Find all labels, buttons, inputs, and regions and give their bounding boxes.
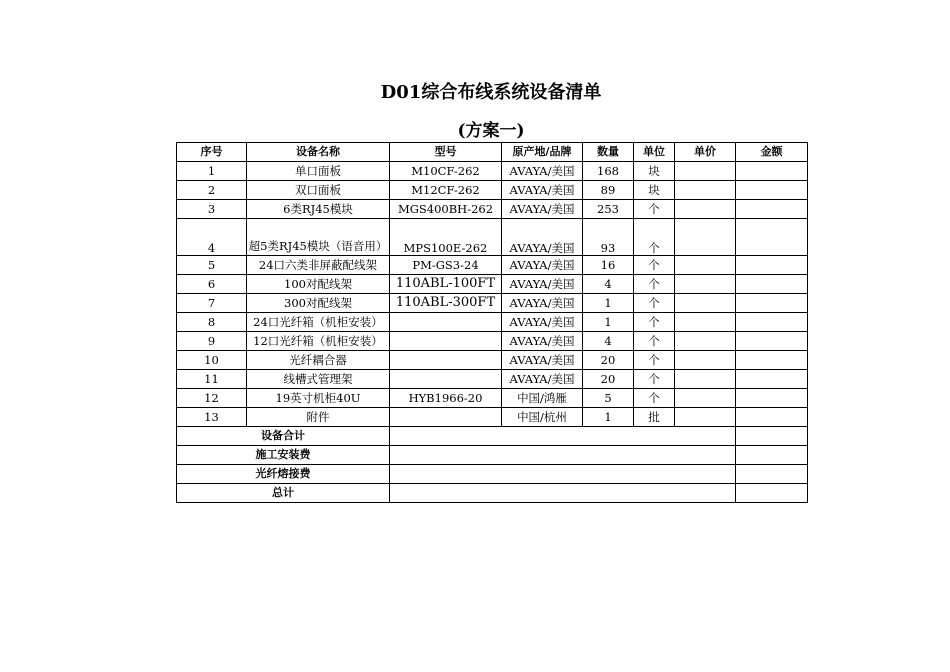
cell-origin: AVAYA/美国: [502, 162, 583, 181]
cell-seq: 9: [177, 332, 247, 351]
cell-name: 超5类RJ45模块（语音用）: [247, 219, 390, 256]
cell-price: [675, 313, 736, 332]
summary-row-grand-total: [177, 484, 808, 503]
cell-unit: 个: [634, 313, 675, 332]
table-row: [177, 256, 808, 275]
cell-seq: 8: [177, 313, 247, 332]
table-row: [177, 275, 808, 294]
cell-model: MGS400BH-262: [390, 200, 502, 219]
table-row: [177, 351, 808, 370]
cell-price: [675, 294, 736, 313]
cell-unit: 个: [634, 389, 675, 408]
equipment-table: [176, 142, 808, 503]
cell-name: 24口光纤箱（机柜安装）: [247, 313, 390, 332]
summary-amount: [736, 446, 808, 465]
summary-label: 设备合计: [177, 427, 390, 446]
summary-blank: [390, 446, 736, 465]
cell-amount: [736, 370, 808, 389]
cell-model: HYB1966-20: [390, 389, 502, 408]
cell-amount: [736, 389, 808, 408]
cell-origin: AVAYA/美国: [502, 313, 583, 332]
header-origin: 原产地/品牌: [502, 143, 583, 162]
cell-model: [390, 313, 502, 332]
cell-model: [390, 370, 502, 389]
table-row: [177, 332, 808, 351]
cell-name: 24口六类非屏蔽配线架: [247, 256, 390, 275]
cell-amount: [736, 256, 808, 275]
cell-qty: 1: [583, 294, 634, 313]
cell-amount: [736, 332, 808, 351]
cell-seq: 13: [177, 408, 247, 427]
cell-amount: [736, 275, 808, 294]
cell-price: [675, 275, 736, 294]
cell-seq: 5: [177, 256, 247, 275]
cell-origin: AVAYA/美国: [502, 351, 583, 370]
cell-price: [675, 389, 736, 408]
cell-amount: [736, 313, 808, 332]
header-name: 设备名称: [247, 143, 390, 162]
cell-qty: 20: [583, 351, 634, 370]
cell-unit: 个: [634, 370, 675, 389]
table-row: [177, 389, 808, 408]
summary-label: 总计: [177, 484, 390, 503]
cell-price: [675, 256, 736, 275]
cell-seq: 1: [177, 162, 247, 181]
cell-qty: 1: [583, 408, 634, 427]
cell-model: [390, 351, 502, 370]
table-row: [177, 294, 808, 313]
cell-origin: AVAYA/美国: [502, 294, 583, 313]
cell-name: 6类RJ45模块: [247, 200, 390, 219]
cell-amount: [736, 294, 808, 313]
cell-seq: 6: [177, 275, 247, 294]
cell-price: [675, 162, 736, 181]
cell-seq: 2: [177, 181, 247, 200]
summary-amount: [736, 465, 808, 484]
cell-unit: 块: [634, 162, 675, 181]
cell-model: M10CF-262: [390, 162, 502, 181]
table-row: [177, 370, 808, 389]
cell-origin: AVAYA/美国: [502, 181, 583, 200]
summary-amount: [736, 427, 808, 446]
cell-name: 100对配线架: [247, 275, 390, 294]
cell-price: [675, 332, 736, 351]
cell-name: 双口面板: [247, 181, 390, 200]
cell-origin: AVAYA/美国: [502, 332, 583, 351]
cell-unit: 块: [634, 181, 675, 200]
cell-model: MPS100E-262: [390, 219, 502, 256]
table-header-row: [177, 143, 808, 162]
cell-name: 19英寸机柜40U: [247, 389, 390, 408]
summary-row-installation: [177, 446, 808, 465]
cell-qty: 89: [583, 181, 634, 200]
summary-row-fiber-splicing: [177, 465, 808, 484]
cell-name: 12口光纤箱（机柜安装）: [247, 332, 390, 351]
cell-unit: 个: [634, 275, 675, 294]
cell-seq: 12: [177, 389, 247, 408]
header-qty: 数量: [583, 143, 634, 162]
document-title: D01综合布线系统设备清单: [380, 82, 602, 103]
cell-unit: 个: [634, 351, 675, 370]
cell-qty: 20: [583, 370, 634, 389]
cell-unit: 批: [634, 408, 675, 427]
table-row: [177, 219, 808, 256]
cell-model: PM-GS3-24: [390, 256, 502, 275]
summary-label: 施工安装费: [177, 446, 390, 465]
cell-qty: 5: [583, 389, 634, 408]
document-subtitle: (方案一): [457, 121, 525, 141]
header-seq: 序号: [177, 143, 247, 162]
cell-seq: 3: [177, 200, 247, 219]
cell-model: [390, 408, 502, 427]
cell-qty: 93: [583, 219, 634, 256]
cell-seq: 10: [177, 351, 247, 370]
cell-origin: AVAYA/美国: [502, 219, 583, 256]
cell-amount: [736, 162, 808, 181]
cell-seq: 7: [177, 294, 247, 313]
cell-price: [675, 181, 736, 200]
table-row: [177, 313, 808, 332]
cell-price: [675, 351, 736, 370]
cell-unit: 个: [634, 219, 675, 256]
header-unit: 单位: [634, 143, 675, 162]
cell-model: 110ABL-100FT: [390, 275, 502, 294]
cell-name: 单口面板: [247, 162, 390, 181]
summary-blank: [390, 427, 736, 446]
cell-price: [675, 219, 736, 256]
cell-name: 线槽式管理架: [247, 370, 390, 389]
cell-qty: 168: [583, 162, 634, 181]
cell-qty: 253: [583, 200, 634, 219]
cell-price: [675, 200, 736, 219]
table-row: [177, 408, 808, 427]
cell-model: M12CF-262: [390, 181, 502, 200]
cell-price: [675, 370, 736, 389]
cell-seq: 11: [177, 370, 247, 389]
cell-model: [390, 332, 502, 351]
cell-qty: 16: [583, 256, 634, 275]
cell-unit: 个: [634, 256, 675, 275]
cell-price: [675, 408, 736, 427]
cell-amount: [736, 351, 808, 370]
header-price: 单价: [675, 143, 736, 162]
cell-model: 110ABL-300FT: [390, 294, 502, 313]
cell-amount: [736, 408, 808, 427]
cell-origin: AVAYA/美国: [502, 275, 583, 294]
cell-name: 附件: [247, 408, 390, 427]
cell-origin: AVAYA/美国: [502, 370, 583, 389]
cell-unit: 个: [634, 200, 675, 219]
cell-origin: AVAYA/美国: [502, 256, 583, 275]
table-row: [177, 162, 808, 181]
cell-amount: [736, 219, 808, 256]
summary-label: 光纤熔接费: [177, 465, 390, 484]
summary-amount: [736, 484, 808, 503]
header-model: 型号: [390, 143, 502, 162]
table-row: [177, 200, 808, 219]
header-amount: 金额: [736, 143, 808, 162]
cell-qty: 4: [583, 332, 634, 351]
cell-origin: 中国/杭州: [502, 408, 583, 427]
summary-row-equipment-total: [177, 427, 808, 446]
cell-amount: [736, 200, 808, 219]
cell-name: 300对配线架: [247, 294, 390, 313]
cell-origin: AVAYA/美国: [502, 200, 583, 219]
cell-unit: 个: [634, 294, 675, 313]
summary-blank: [390, 484, 736, 503]
cell-unit: 个: [634, 332, 675, 351]
cell-qty: 4: [583, 275, 634, 294]
cell-seq: 4: [177, 219, 247, 256]
cell-name: 光纤耦合器: [247, 351, 390, 370]
table-row: [177, 181, 808, 200]
cell-origin: 中国/鸿雁: [502, 389, 583, 408]
cell-amount: [736, 181, 808, 200]
cell-qty: 1: [583, 313, 634, 332]
summary-blank: [390, 465, 736, 484]
